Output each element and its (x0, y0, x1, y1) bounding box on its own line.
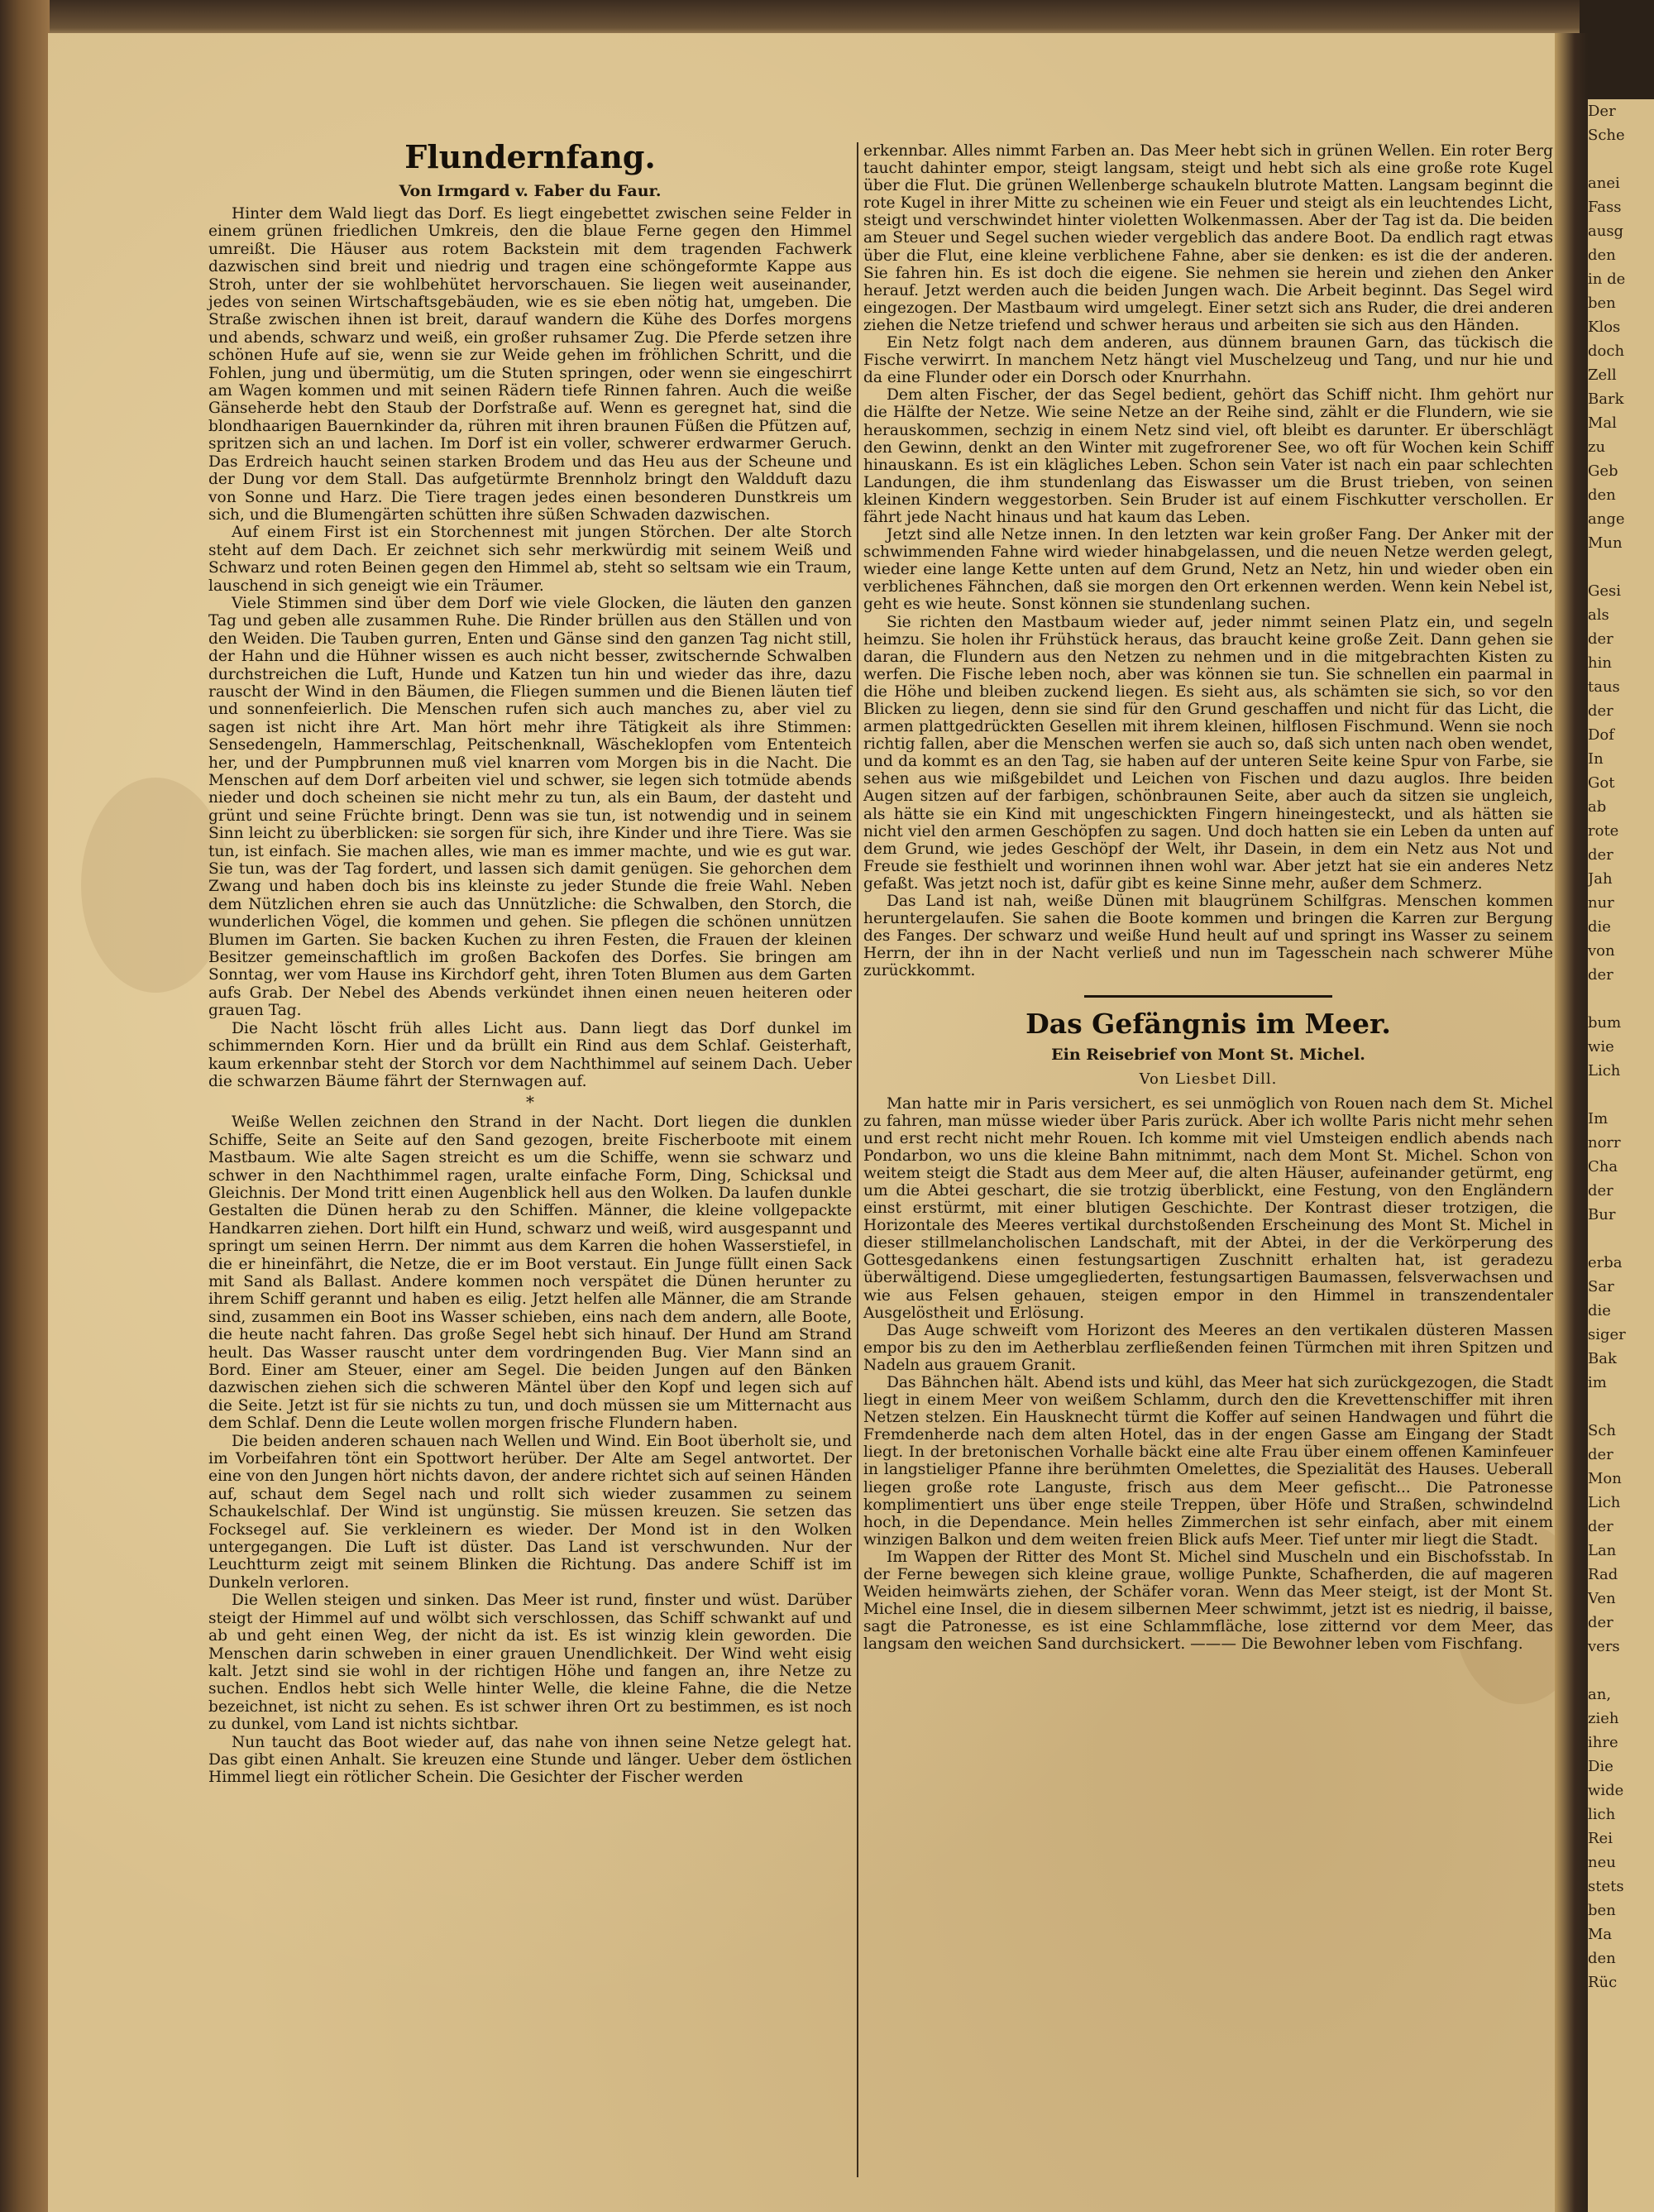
next-page-fragment (1588, 1659, 1654, 1683)
next-page-fragment: lich (1588, 1806, 1616, 1823)
next-page-fragment: Zell (1588, 366, 1617, 384)
next-page-fragment: Rüc (1588, 1974, 1618, 1991)
next-page-fragment: die (1588, 1302, 1611, 1319)
next-page-fragment: der (1588, 846, 1613, 864)
article-paragraph: Sie richten den Mastbaum wieder auf, jeder nimmt seinen Platz ein, und segeln heimzu. Sie holen ihr Frühstück heraus, das braucht keine große Zeit. Dann gehen sie daran, die Flundern aus den Netzen zu nehmen und in die mitgebrachten Kisten zu werfen. Die Fische leben noch, aber was können sie tun. Sie schnellen ein paarmal in die Höhe und bleiben zuckend liegen. Es sieht aus, als schämten sie sich, so vor den Blicken zu liegen, denn sie sind für den Grund geschaffen und nicht für das Licht, die armen plattgedrückten Gesellen mit ihrem kleinen, hilflosen Fischmund. Wenn sie noch richtig fallen, aber die Menschen werfen sie auch so, daß sich unten nach oben wendet, und da kommt es an den Tag, sie haben auf der unteren Seite keine Spur von Farbe, sie sehen aus wie mißgebildet und Leichen von Fischen und dazu auglos. Ihre beiden Augen sitzen auf der farbigen, schönbraunen Seite, aber auch da sitzen sie ungleich, als hätte sie ein Kind mit ungeschickten Fingern hineingesteckt, und als hätten sie nicht viel den armen Geschöpfen zu sagen. Und doch hatten sie ein Leben da unten auf dem Grund, wie jedes Geschöpf der Welt, ihr Dasein, in dem ein Netz aus Not und Freude sie festhielt und worinnen ihnen wohl war. Aber jetzt hat sie ein anderes Netz gefaßt. Was jetzt noch ist, dafür gibt es keine Sinne mehr, außer dem Schmerz. (863, 613, 1553, 893)
paper-stain (81, 778, 230, 993)
next-page-fragment: Bak (1588, 1350, 1617, 1367)
next-page-fragment: Im (1588, 1110, 1609, 1128)
next-page-fragment: Bur (1588, 1206, 1616, 1223)
next-page-fragment (1588, 1395, 1654, 1419)
next-page-fragment: Dof (1588, 726, 1614, 744)
article-paragraph: Die Nacht löscht früh alles Licht aus. Dann liegt das Dorf dunkel im schimmernden Korn. Hier und da brüllt ein Rind aus dem Schlaf. Geisterhaft, kaum erkennbar steht der Storch vor dem Nachthimmel auf seinem Dach. Ueber die schwarzen Bäume fährt der Sternwagen auf. (208, 1019, 852, 1090)
next-page-fragment: Fass (1588, 199, 1622, 216)
next-page-fragment: den (1588, 247, 1616, 264)
book-binding (0, 0, 50, 2212)
next-page-fragment: stets (1588, 1878, 1624, 1895)
next-page-fragment: der (1588, 1446, 1613, 1463)
article-paragraph: erkennbar. Alles nimmt Farben an. Das Meer hebt sich in grünen Wellen. Ein roter Berg taucht dahinter empor, steigt langsam, steigt und hebt sich als eine große rote Kugel über die Flut. Die grünen Wellenberge schaukeln blutrote Matten. Langsam beginnt die rote Kugel in ihrer Mitte zu scheinen wie ein Feuer und steigt als ein leuchtendes Licht, steigt und verschwindet hinter violetten Wolkenmassen. Aber der Tag ist da. Die beiden am Steuer und Segel suchen wieder vergeblich das andere Boot. Da endlich ragt etwas über die Flut, eine kleine verblichene Fahne, aber sie denken: es ist die der anderen. Sie fahren hin. Es ist doch die eigene. Sie nehmen sie herein und ziehen den Anker herauf. Jetzt werden auch die beiden Jungen wach. Die Arbeit beginnt. Das Segel wird eingezogen. Der Mastbaum wird umgelegt. Einer setzt sich ans Ruder, die drei anderen ziehen die Netze triefend und schwer heraus und arbeiten sie sich aus den Händen. (863, 142, 1553, 334)
next-page-fragment: der (1588, 966, 1613, 984)
article-paragraph: Ein Netz folgt nach dem anderen, aus dünnem braunen Garn, das tückisch die Fische verwirrt. In manchem Netz hängt viel Muschelzeug und Tang, und nur hie und da eine Flunder oder ein Dorsch oder Knurrhahn. (863, 334, 1553, 387)
next-page-fragment: Bark (1588, 390, 1624, 408)
next-page-fragment: zu (1588, 438, 1606, 456)
next-page-fragment: der (1588, 1614, 1613, 1631)
next-page-fragment: Mal (1588, 414, 1617, 432)
next-page-fragment: den (1588, 1950, 1616, 1967)
next-page-fragment: Der (1588, 103, 1616, 120)
next-page-fragment (1588, 555, 1654, 579)
next-page-fragment: Sche (1588, 127, 1625, 144)
next-page-fragment: die (1588, 918, 1611, 936)
next-page-fragment: Geb (1588, 462, 1618, 480)
next-page-fragment: Mun (1588, 534, 1623, 552)
next-page-fragment: in de (1588, 271, 1626, 288)
article-title: Das Gefängnis im Meer. (1025, 1007, 1391, 1040)
next-page-fragment: hin (1588, 654, 1612, 672)
article-byline: Von Irmgard v. Faber du Faur. (399, 182, 662, 200)
article-paragraph: Jetzt sind alle Netze innen. In den letzten war kein großer Fang. Der Anker mit der schwimmenden Fahne wird wieder hinabgelassen, und die neuen Netze werden gelegt, wieder eine lange Kette unten auf dem Grund, Netz an Netz, hin und wieder oben ein verblichenes Fähnchen, daß sie morgen den Ort erkennen werden. Wenn kein Nebel ist, geht es wie heute. Sonst können sie stundenlang suchen. (863, 526, 1553, 614)
next-page-fragment: In (1588, 750, 1604, 768)
next-page-fragment: Lan (1588, 1542, 1617, 1559)
article-paragraph: Viele Stimmen sind über dem Dorf wie viele Glocken, die läuten den ganzen Tag und geben alle zusammen Ruhe. Die Rinder brüllen aus den Ställen und von den Weiden. Die Tauben gurren, Enten und Gänse sind den ganzen Tag nicht still, der Hahn und die Hühner wissen es auch nicht besser, zwitschernde Schwalben durchstreichen die Luft, Hunde und Katzen tun hin und wieder das ihre, dazu rauscht der Wind in den Bäumen, die Fliegen summen und die Bienen läuten tief und sonnenfeierlich. Die Menschen rufen sich auch manches zu, aber viel zu sagen ist nicht ihre Art. Man hört mehr ihre Tätigkeit als ihre Stimmen: Sensedengeln, Hammerschlag, Peitschenknall, Wäscheklopfen vom Ententeich her, und der Pumpbrunnen muß viel knarren vom Morgen bis in die Nacht. Die Menschen auf dem Dorf arbeiten viel und schwer, sie legen sich totmüde abends nieder und doch scheinen sie nicht mehr zu tun, als ein Baum, der dasteht und grünt und seine Früchte bringt. Denn was sie tun, ist notwendig und in seinem Sinn leicht zu überblicken: sie sorgen für sich, ihre Kinder und ihre Tiere. Was sie tun, ist einfach. Sie machen alles, wie man es immer machte, und wie es gut war. Sie tun, was der Tag fordert, und lassen sich damit genügen. Sie gehorchen dem Zwang und haben doch bis ins kleinste zu jeder Stunde die freie Wahl. Neben dem Nützlichen ehren sie auch das Unnützliche: die Schwalben, den Storch, die wunderlichen Vögel, die kommen und gehen. Sie pflegen die schönen unnützen Blumen im Garten. Sie backen Kuchen zu ihren Festen, die Frauen der kleinen Besitzer gemeinschaftlich im großen Backofen des Dorfes. Sie bringen am Sonntag, wer vom Hause ins Kirchdorf geht, ihren Toten Blumen aus dem Garten aufs Grab. Der Nebel des Abends verkündet ihnen einen neuen heiteren oder grauen Tag. (208, 594, 852, 1020)
next-page-fragment: vers (1588, 1638, 1620, 1655)
next-page-fragment: wide (1588, 1782, 1624, 1799)
next-page-fragment: Rei (1588, 1830, 1613, 1847)
next-page-fragment: erba (1588, 1254, 1623, 1271)
next-page-fragment: Rad (1588, 1566, 1618, 1583)
next-page-fragment: als (1588, 606, 1609, 624)
next-page-fragment: Ma (1588, 1926, 1613, 1943)
next-page-fragment: an, (1588, 1686, 1612, 1703)
article-paragraph: Weiße Wellen zeichnen den Strand in der Nacht. Dort liegen die dunklen Schiffe, Seite an Seite auf den Sand gezogen, breite Fischerboote mit einem Mastbaum. Wie alte Sagen streicht es um die Schiffe, wenn sie schwarz und schwer in den Nachthimmel ragen, uralte einfache Form, Ding, Schicksal und Gleichnis. Der Mond tritt einen Augenblick hell aus den Wolken. Da laufen dunkle Gestalten die Dünen herab zu den Schiffen. Männer, die kleine vollgepackte Handkarren ziehen. Dort hilft ein Hund, schwarz und weiß, wird ausgespannt und springt um seinen Herrn. Der nimmt aus dem Karren die hohen Wasserstiefel, in die er hineinfährt, die Netze, die er im Boot verstaut. Ein Junge füllt einen Sack mit Sand als Ballast. Andere kommen noch verspätet die Dünen herunter zu ihrem Schiff gerannt und haben es eilig. Jetzt helfen alle Männer, die am Strande sind, zusammen ein Boot ins Wasser schieben, eins nach dem andern, alle Boote, die heute nacht fahren. Das große Segel hebt sich hinauf. Der Hund am Strand heult. Das Wasser rauscht unter dem vordringenden Bug. Vier Mann sind an Bord. Einer am Steuer, einer am Segel. Die beiden Jungen auf den Bänken dazwischen ziehen sich die schweren Mäntel über den Kopf und legen sich auf die Seite. Jetzt ist für sie nichts zu tun, und doch müssen sie um Mitternacht aus dem Schlaf. Denn die Leute wollen morgen frische Flundern haben. (208, 1113, 852, 1433)
article-paragraph: Auf einem First ist ein Storchennest mit jungen Störchen. Der alte Storch steht auf dem Dach. Er zeichnet sich sehr merkwürdig mit seinem Weiß und Schwarz und roten Beinen gegen den Himmel ab, steht so seltsam wie ein Traum, lauschend in sich geneigt wie ein Träumer. (208, 524, 852, 595)
next-page-fragment (1588, 147, 1654, 171)
section-separator: * (526, 1092, 534, 1113)
next-page-fragment: der (1588, 1518, 1613, 1535)
article-paragraph: Man hatte mir in Paris versichert, es sei unmöglich von Rouen nach dem St. Michel zu fahren, man müsse wieder über Paris zurück. Aber ich wollte Paris nicht mehr sehen und erst recht nicht mehr Rouen. Ich komme mit viel Umsteigen endlich abends nach Pondarbon, wo uns die kleine Bahn mitnimmt, nach dem Mont St. Michel. Schon von weitem steigt die Stadt aus dem Meer auf, die alten Häuser, aufeinander getürmt, eng um die Abtei geschart, die sie trotzig überblickt, eine Festung, von den Engländern einst erstürmt, mit einer blutigen Geschichte. Der Kontrast dieser trotzigen, die Horizontale des Meeres vertikal durchstoßenden Erscheinung des Mont St. Michel in dieser stillmelancholischen Landschaft, mit der Abtei, in der die Verkörperung des Gottesgedankens einen festungsartigen Zuschnitt erhalten hat, ist geradezu überwältigend. Diese umgegliederten, festungsartigen Baumassen, felsverwachsen und wie aus Felsen gehauen, steigen empor in den Himmel in transzendentaler Ausgelöstheit und Erlösung. (863, 1094, 1553, 1322)
column-divider (857, 142, 858, 2177)
next-page-fragment: Got (1588, 774, 1615, 792)
next-page-fragment: anei (1588, 175, 1620, 192)
article-paragraph: Das Bähnchen hält. Abend ists und kühl, das Meer hat sich zurückgezogen, die Stadt liegt in einem Meer von weißem Schlamm, durch den die Krevettenschiffer mit ihren Netzen stelzen. Ein Hausknecht türmt die Koffer auf seinen Handwagen und führt die Fremdenherde nach dem alten Hotel, das in der engen Gasse am Eingang der Stadt liegt. In der bretonischen Vorhalle bäckt eine alte Frau über einem offenen Kaminfeuer in langstieliger Pfanne ihre berühmten Omelettes, die Spezialität des Hauses. Ueberall liegen große rote Languste, frisch aus dem Meer gefischt... Die Patronesse komplimentiert uns über enge steile Treppen, über Höfe und Straßen, schwindelnd hoch, in die Dependance. Mein helles Zimmerchen ist sehr einfach, aber mit einem winzigen Balkon und dem weiten freien Blick aufs Meer. Tief unter mir liegt die Stadt. (863, 1374, 1553, 1549)
right-column (863, 142, 1553, 1654)
article-paragraph: Das Auge schweift vom Horizont des Meeres an den vertikalen düsteren Massen empor bis zu den im Aetherblau zerfließenden feinen Türmchen mit ihren Spitzen und Nadeln aus grauem Granit. (863, 1321, 1553, 1374)
next-page-fragment: bum (1588, 1014, 1622, 1032)
article-subtitle: Ein Reisebrief von Mont St. Michel. (1051, 1045, 1365, 1064)
next-page-fragment: Cha (1588, 1158, 1618, 1175)
next-page-fragment: Ven (1588, 1590, 1616, 1607)
next-page-fragment (1588, 1083, 1654, 1107)
next-page-fragment: ange (1588, 510, 1625, 528)
article-paragraph: Die beiden anderen schauen nach Wellen und Wind. Ein Boot überholt sie, und im Vorbeifahren tönt ein Spottwort herüber. Der Alte am Segel antwortet. Der eine von den Jungen hört nichts davon, der andere richtet sich auf seinen Händen auf, schaut dem Segel nach und rollt sich wieder zusammen zu seinem Schaukelschlaf. Der Wind ist ungünstig. Sie müssen kreuzen. Sie setzen das Focksegel auf. Sie verkleinern es wieder. Der Mond ist in den Wolken untergegangen. Die Luft ist düster. Das Land ist verschwunden. Nur der Leuchtturm zeigt mit seinem Blinken die Richtung. Das andere Schiff ist im Dunkeln verloren. (208, 1432, 852, 1592)
next-page-fragment: neu (1588, 1854, 1616, 1871)
next-page-fragment (1588, 987, 1654, 1011)
next-page-fragment: Klos (1588, 318, 1621, 336)
next-page-fragment: der (1588, 1182, 1613, 1199)
next-page-fragment: ihre (1588, 1734, 1618, 1751)
next-page-fragment: ben (1588, 294, 1616, 312)
next-page-fragment (1588, 1227, 1654, 1251)
next-page-fragment: ab (1588, 798, 1607, 816)
next-page-fragment: Gesi (1588, 582, 1622, 600)
next-page-fragment: Jah (1588, 870, 1613, 888)
next-page-edge (1588, 99, 1654, 2212)
next-page-fragment: im (1588, 1374, 1607, 1391)
article-byline: Von Liesbet Dill. (1139, 1070, 1278, 1088)
next-page-fragment: norr (1588, 1134, 1621, 1151)
next-page-fragment: der (1588, 702, 1613, 720)
next-page-fragment: taus (1588, 678, 1620, 696)
next-page-fragment: rote (1588, 822, 1619, 840)
article-paragraph: Das Land ist nah, weiße Dünen mit blaugrünem Schilfgras. Menschen kommen heruntergelaufen. Sie sahen die Boote kommen und bringen die Karren zur Bergung des Fanges. Der schwarz und weiße Hund heult auf und springt ins Wasser zu seinem Herrn, der ihn in der Nacht verließ und nun im Tagesschein nach schwerer Mühe zurückkommt. (863, 893, 1553, 980)
next-page-fragment: Die (1588, 1758, 1613, 1775)
next-page-fragment: doch (1588, 342, 1625, 360)
page-gutter (1555, 33, 1588, 2212)
next-page-fragment: Lich (1588, 1062, 1621, 1080)
next-page-fragment: Lich (1588, 1494, 1621, 1511)
next-page-fragment: ben (1588, 1902, 1616, 1919)
next-page-fragment: der (1588, 630, 1613, 648)
next-page-fragment: Sar (1588, 1278, 1614, 1295)
next-page-fragment: Mon (1588, 1470, 1622, 1487)
article-paragraph: Die Wellen steigen und sinken. Das Meer ist rund, finster und wüst. Darüber steigt der Himmel auf und wölbt sich verschlossen, das Schiff schwankt auf und ab und geht einen Weg, der nicht da ist. Es ist winzig klein geworden. Die Menschen darin schweben in einer grauen Unendlichkeit. Der Wind weht eisig kalt. Jetzt sind sie wohl in der richtigen Höhe und fangen an, ihre Netze zu suchen. Endlos hebt sich Welle hinter Welle, die kleine Fahne, die die Netze bezeichnet, ist nicht zu sehen. Es ist schwer ihren Ort zu bestimmen, es ist noch zu dunkel, vom Land ist nichts sichtbar. (208, 1592, 852, 1734)
article-paragraph: Hinter dem Wald liegt das Dorf. Es liegt eingebettet zwischen seine Felder in einem grünen friedlichen Umkreis, den die blaue Ferne gegen den Himmel umreißt. Die Häuser aus rotem Backstein mit dem tragenden Fachwerk dazwischen sind breit und niedrig und tragen eine schöngeformte Kappe aus Stroh, unter der sie wohlbehütet hervorschauen. Sie liegen weit auseinander, jedes von seinen Wirtschaftsgebäuden, wie es sie eben nötig hat, umgeben. Die Straße zwischen ihnen ist breit, darauf wandern die Kühe des Dorfes morgens und abends, schwarz und weiß, ein großer ruhsamer Zug. Die Pferde setzen ihre schönen Hufe auf sie, wenn sie zur Weide gehen im fröhlichen Schritt, und die Fohlen, jung und übermütig, um die Stuten springen, oder wenn sie eingeschirrt am Wagen kommen und mit seinen Rädern tiefe Rinnen fahren. Auch die weiße Gänseherde hebt den Staub der Dorfstraße auf. Wenn es geregnet hat, sind die blondhaarigen Bauernkinder da, rühren mit ihren braunen Füßen die Pfützen auf, spritzen sich an und lachen. Im Dorf ist ein voller, schwerer erdwarmer Geruch. Das Erdreich haucht seinen starken Brodem und das Heu aus der Scheune und der Dung vor dem Stall. Das aufgetürmte Brennholz bringt den Waldduft dazu von Sonne und Harz. Die Tiere tragen jedes einen besonderen Dunstkreis um sich, und die Blumengärten schütten ihre süßen Schwaden dazwischen. (208, 205, 852, 524)
next-page-fragment: wie (1588, 1038, 1614, 1056)
next-page-fragment: nur (1588, 894, 1614, 912)
article-paragraph: Nun taucht das Boot wieder auf, das nahe von ihnen seine Netze gelegt hat. Das gibt einen Anhalt. Sie kreuzen eine Stunde und länger. Ueber dem östlichen Himmel liegt ein rötlicher Schein. Die Gesichter der Fischer werden (208, 1733, 852, 1787)
next-page-fragment: den (1588, 486, 1616, 504)
article-paragraph: Im Wappen der Ritter des Mont St. Michel sind Muscheln und ein Bischofsstab. In der Ferne bewegen sich kleine graue, wollige Punkte, Schafherden, die auf mageren Weiden heimwärts ziehen, der Schäfer voran. Wenn das Meer steigt, ist der Mont St. Michel eine Insel, die in diesem silbernen Meer schwimmt, jetzt ist es niedrig, il baisse, sagt die Patronesse, es ist eine Schlammfläche, lose zitternd vor dem Meer, das langsam den weichen Sand durchsickert. ——— Die Bewohner leben vom Fischfang. (863, 1548, 1553, 1654)
next-page-fragment: von (1588, 942, 1615, 960)
next-page-fragment: zieh (1588, 1710, 1619, 1727)
article-separator-rule (1084, 995, 1332, 998)
next-page-fragment: siger (1588, 1326, 1626, 1343)
next-page-fragment: Sch (1588, 1422, 1617, 1439)
left-column (208, 139, 852, 1787)
next-page-fragment: ausg (1588, 223, 1624, 240)
article-title: Flundernfang. (404, 138, 656, 175)
article-paragraph: Dem alten Fischer, der das Segel bedient, gehört das Schiff nicht. Ihm gehört nur die Hälfte der Netze. Wie seine Netze an der Reihe sind, zählt er die Flundern, wie sie herauskommen, sechzig in einem Netz sind viel, oft bleibt es darunter. Er überschlägt den Gewinn, denkt an den Winter mit zugefrorener See, wo oft für Wochen kein Schiff hinauskann. Es ist ein klägliches Leben. Schon sein Vater ist nach ein paar schlechten Landungen, die ihm stundenlang das Eiswasser um die Brust trieben, von seinen kleinen Kindern weggestorben. Sein Bruder ist auf einem Fischkutter verschollen. Er fährt jede Nacht hinaus und hat kaum das Leben. (863, 386, 1553, 526)
